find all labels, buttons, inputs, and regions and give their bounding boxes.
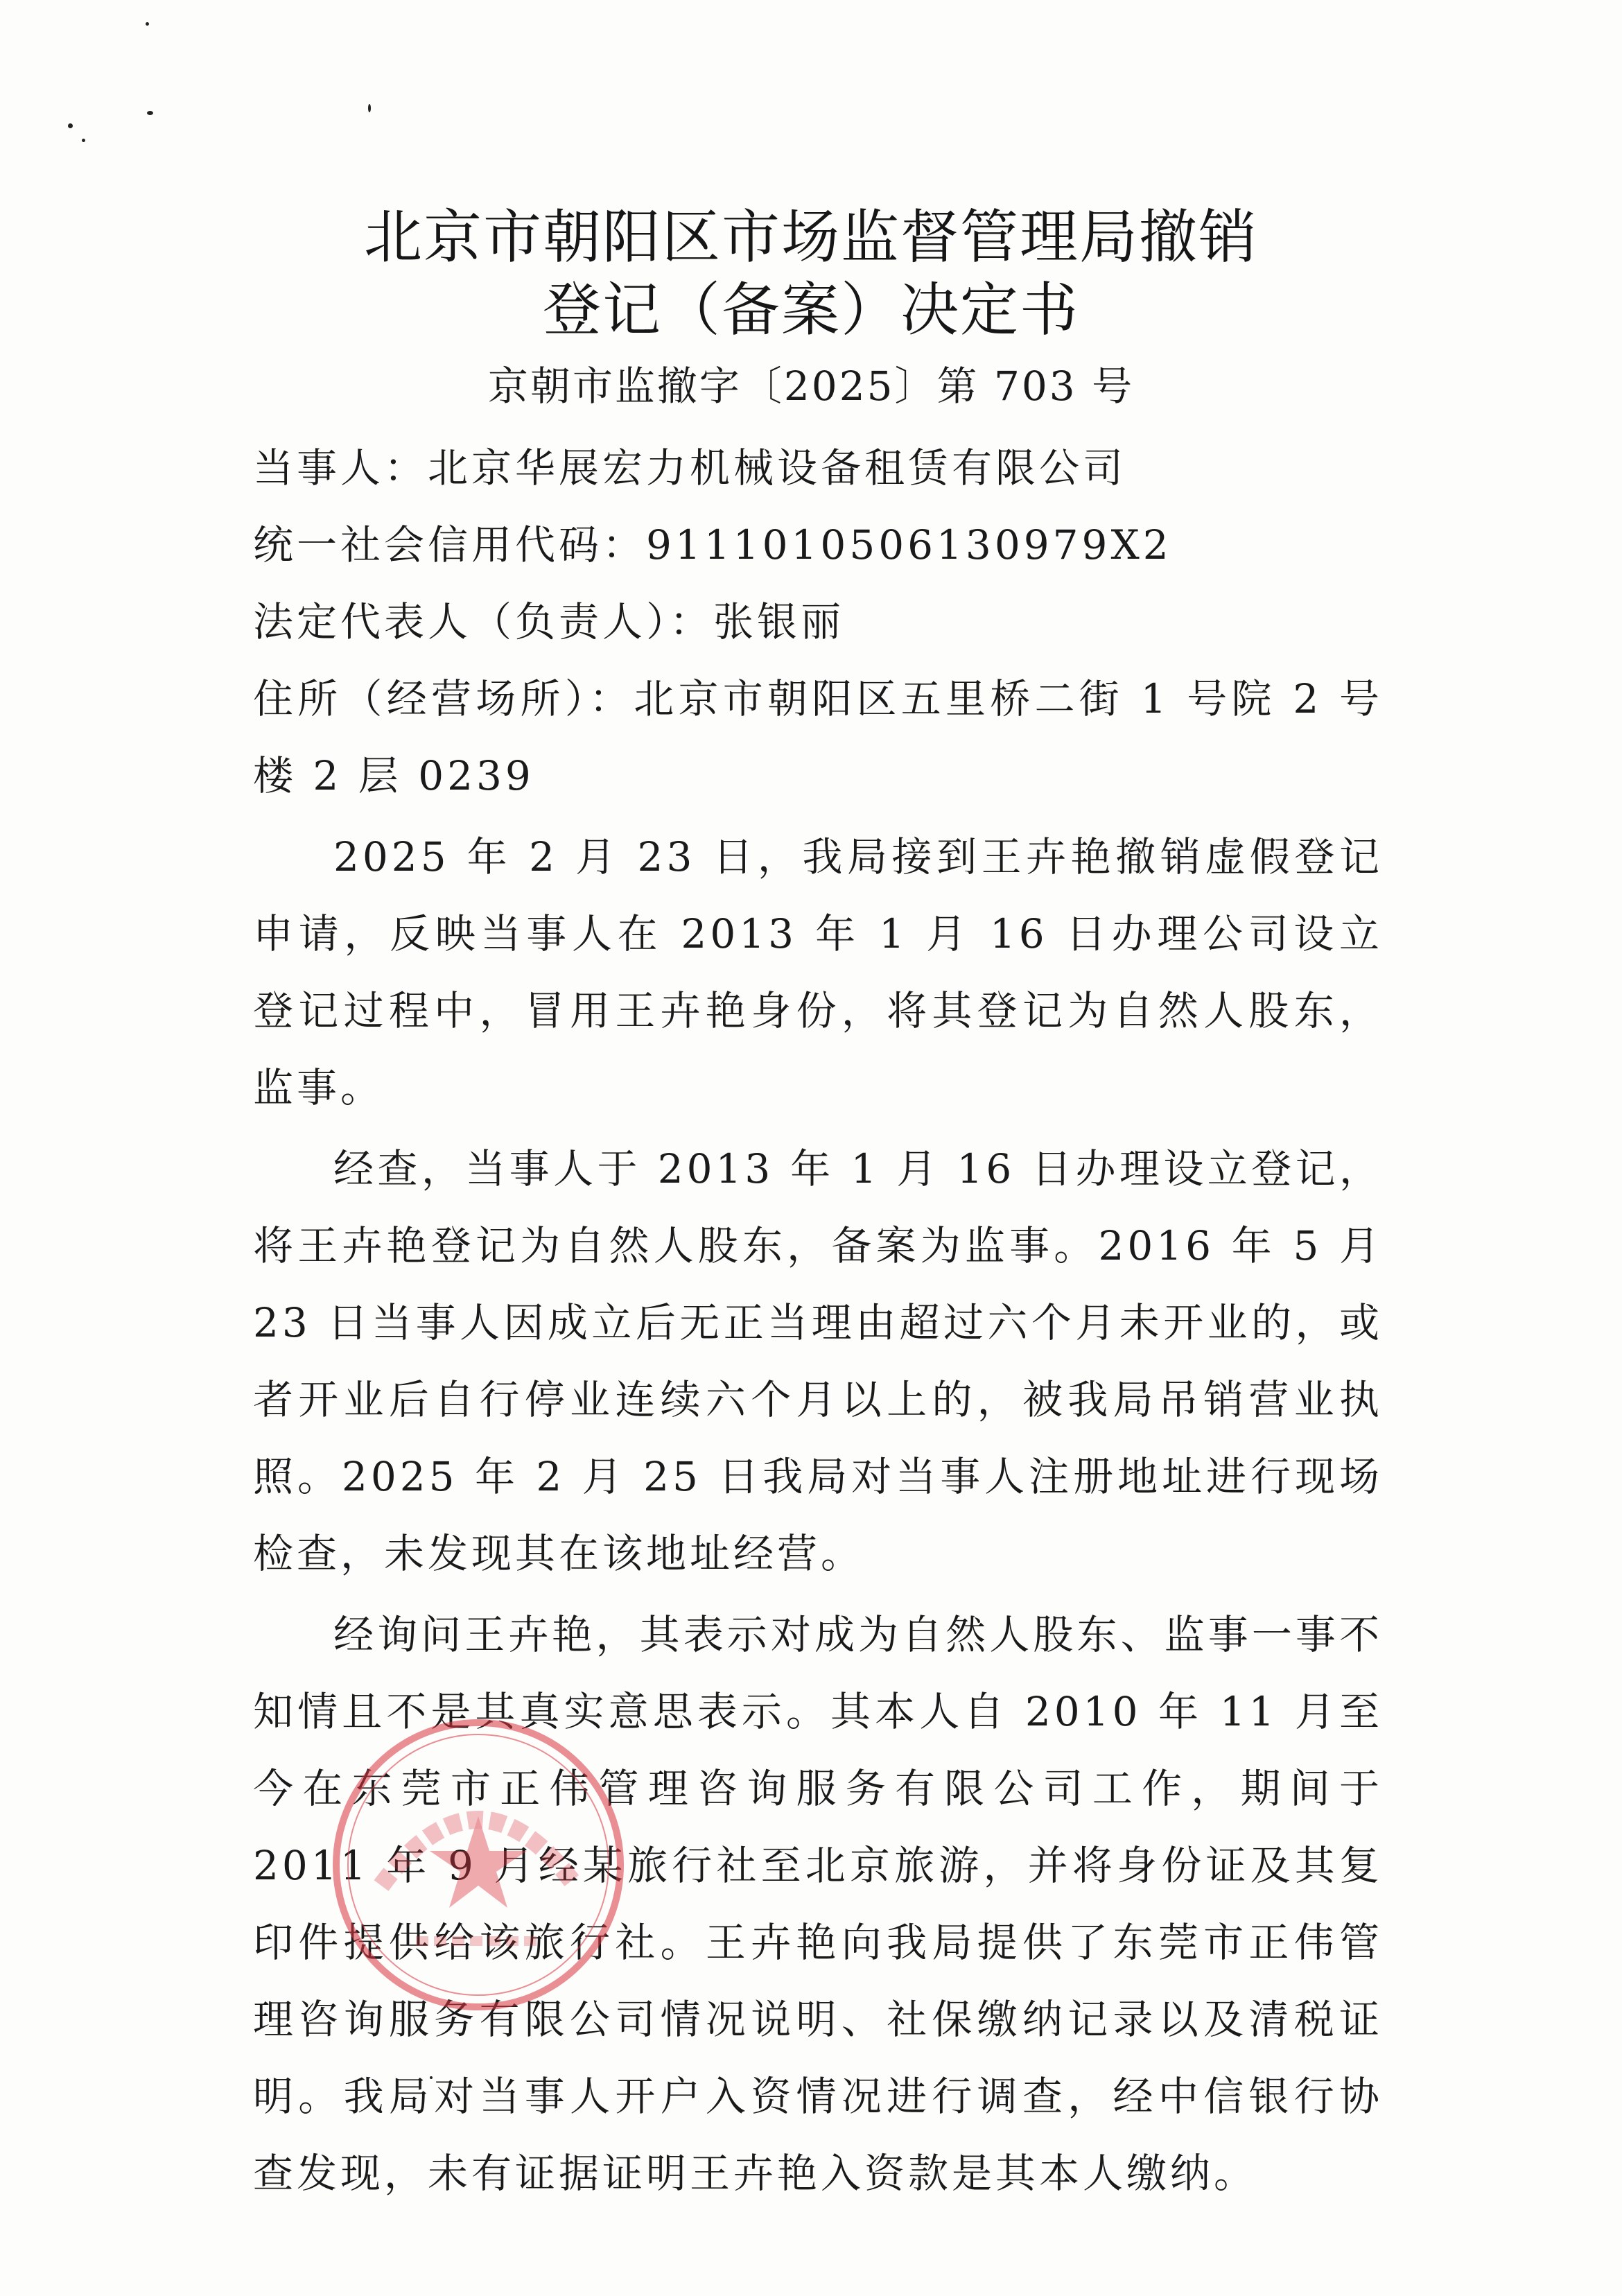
- field-value: 张银丽: [713, 598, 845, 645]
- field-legal-representative: [253, 584, 1383, 661]
- paragraph-application: 2025 年 2 月 23 日，我局接到王卉艳撤销虚假登记申请，反映当事人在 2013 年 1 月 16 日办理公司设立登记过程中，冒用王卉艳身份，将其登记为自然人股东，监事。: [253, 833, 1383, 1111]
- field-party: [253, 430, 1383, 507]
- scan-speck: [147, 111, 153, 115]
- field-value: 北京市朝阳区五里桥二街 1 号院 2 号楼 2 层 0239: [253, 675, 1383, 799]
- paragraph-investigation: 经查，当事人于 2013 年 1 月 16 日办理设立登记，将王卉艳登记为自然人股东，备案为监事。2016 年 5 月 23 日当事人因成立后无正当理由超过六个月未开业的，或者开业后自行停业连续六个月以上的，被我局吊销营业执照。2025 年 2 月 25 日我局对当事人注册地址进行现场检查，未发现其在该地址经营。: [253, 1145, 1383, 1577]
- field-label: 当事人：: [253, 444, 428, 492]
- field-label: 法定代表人（负责人）：: [253, 598, 714, 645]
- document-title-line-1: 北京市朝阳区市场监督管理局撤销: [363, 203, 1258, 271]
- scan-speck: [68, 123, 73, 128]
- scan-speck: [146, 22, 149, 26]
- official-seal: [326, 1712, 631, 2017]
- scan-speck: [368, 104, 371, 112]
- field-value: 北京华展宏力机械设备租赁有限公司: [428, 444, 1127, 492]
- document-title-line-2: 登记（备案）决定书: [542, 276, 1079, 344]
- document-number: 京朝市监撤字〔2025〕第 703 号: [487, 363, 1135, 410]
- paragraph-inquiry: 经询问王卉艳，其表示对成为自然人股东、监事一事不知情且不是其真实意思表示。其本人自 2010 年 11 月至今在东莞市正伟管理咨询服务有限公司工作，期间于 2011 年 9 月经某旅行社至北京旅游，并将身份证及其复印件提供给该旅行社。王卉艳向我局提供了东莞市正伟管理咨询服务有限公司情况说明、社保缴纳记录以及清税证明。我局对当事人开户入资情况进行调查，经中信银行协查发现，未有证据证明王卉艳入资款是其本人缴纳。: [253, 1611, 1383, 2197]
- field-label: 统一社会信用代码：: [253, 521, 647, 568]
- field-value: 9111010506130979X2: [646, 521, 1172, 568]
- scan-speck: [82, 139, 85, 142]
- field-label: 住所（经营场所）：: [253, 675, 634, 722]
- field-address: [253, 661, 1383, 815]
- field-credit-code: [253, 507, 1383, 584]
